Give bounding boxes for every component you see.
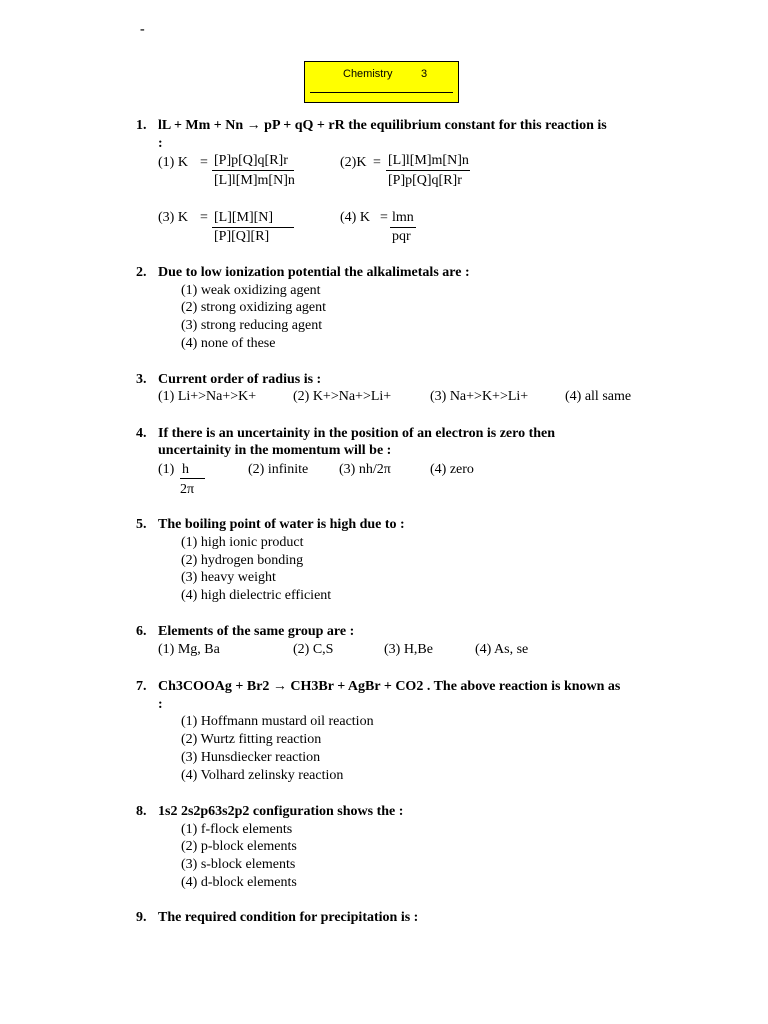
question-2-option-4: (4) none of these [181,336,276,351]
question-7-option-1: (1) Hoffmann mustard oil reaction [181,714,374,729]
question-5-option-3: (3) heavy weight [181,570,276,585]
question-9-number: 9. [136,910,147,925]
question-9-stem: The required condition for precipitation is : [158,910,419,925]
question-2-stem: Due to low ionization potential the alkalimetals are : [158,265,470,280]
question-7-option-2: (2) Wurtz fitting reaction [181,732,322,747]
question-8-number: 8. [136,804,147,819]
fraction-numerator: [L][M][N] [214,210,274,225]
fraction-bar [180,478,205,479]
question-5-stem: The boiling point of water is high due to : [158,517,405,532]
question-4-stem-line-2: uncertainity in the momentum will be : [158,443,392,458]
question-5-option-1: (1) high ionic product [181,535,304,550]
question-4-option-2: (2) infinite [248,462,309,477]
question-3-option-1: (1) Li+>Na+>K+ [158,389,257,404]
question-6-option-4: (4) As, se [475,642,529,657]
question-1-number: 1. [136,118,147,133]
question-8-stem: 1s2 2s2p63s2p2 configuration shows the : [158,804,404,819]
header-underline [310,92,453,93]
option-label: (2)K [340,155,367,170]
question-2-option-1: (1) weak oxidizing agent [181,283,321,298]
question-8-option-3: (3) s-block elements [181,857,296,872]
fraction-denominator: 2π [180,482,195,497]
option-label: (1) [158,462,175,477]
fraction-bar [390,227,416,228]
question-4-stem-line-1: If there is an uncertainity in the position of an electron is zero then [158,426,556,441]
fraction-numerator: lmn [392,210,414,225]
fraction-bar [386,170,470,171]
option-label: (3) K [158,210,188,225]
question-4-number: 4. [136,426,147,441]
question-5-number: 5. [136,517,147,532]
question-2-option-3: (3) strong reducing agent [181,318,323,333]
question-7-colon: : [158,697,163,712]
equals-sign: = [373,155,381,170]
question-3-option-3: (3) Na+>K+>Li+ [430,389,529,404]
question-1-colon: : [158,136,163,151]
fraction-denominator: [P]p[Q]q[R]r [388,173,462,188]
question-7-option-4: (4) Volhard zelinsky reaction [181,768,344,783]
question-5-option-4: (4) high dielectric efficient [181,588,332,603]
equals-sign: = [200,210,208,225]
question-3-option-4: (4) all same [565,389,632,404]
fraction-denominator: pqr [392,229,411,244]
question-6-option-2: (2) C,S [293,642,334,657]
fraction-denominator: [L]l[M]m[N]n [214,173,295,188]
fraction-numerator: [P]p[Q]q[R]r [214,153,288,168]
subject-header-box [304,61,459,103]
question-3-number: 3. [136,372,147,387]
equals-sign: = [380,210,388,225]
subject-label: Chemistry [343,68,393,80]
option-label: (4) K [340,210,370,225]
question-6-option-3: (3) H,Be [384,642,433,657]
question-6-stem: Elements of the same group are : [158,624,355,639]
question-8-option-4: (4) d-block elements [181,875,297,890]
question-7-number: 7. [136,679,147,694]
fraction-numerator: [L]l[M]m[N]n [388,153,469,168]
question-6-number: 6. [136,624,147,639]
fraction-denominator: [P][Q][R] [214,229,270,244]
question-5-option-2: (2) hydrogen bonding [181,553,304,568]
question-7-stem: Ch3COOAg + Br2 → CH3Br + AgBr + CO2 . The above reaction is known as [158,679,621,694]
question-2-number: 2. [136,265,147,280]
question-2-option-2: (2) strong oxidizing agent [181,300,327,315]
option-label: (1) K [158,155,188,170]
question-4-option-4: (4) zero [430,462,474,477]
question-6-option-1: (1) Mg, Ba [158,642,220,657]
equals-sign: = [200,155,208,170]
corner-mark: - [140,22,145,37]
fraction-bar [212,170,294,171]
fraction-numerator: h [182,462,189,477]
question-3-option-2: (2) K+>Na+>Li+ [293,389,392,404]
question-7-option-3: (3) Hunsdiecker reaction [181,750,321,765]
question-8-option-1: (1) f-flock elements [181,822,293,837]
question-4-option-3: (3) nh/2π [339,462,391,477]
fraction-bar [212,227,294,228]
question-3-stem: Current order of radius is : [158,372,322,387]
question-1-stem: lL + Mm + Nn → pP + qQ + rR the equilibrium constant for this reaction is [158,118,607,133]
paper-number: 3 [421,68,428,80]
question-8-option-2: (2) p-block elements [181,839,297,854]
